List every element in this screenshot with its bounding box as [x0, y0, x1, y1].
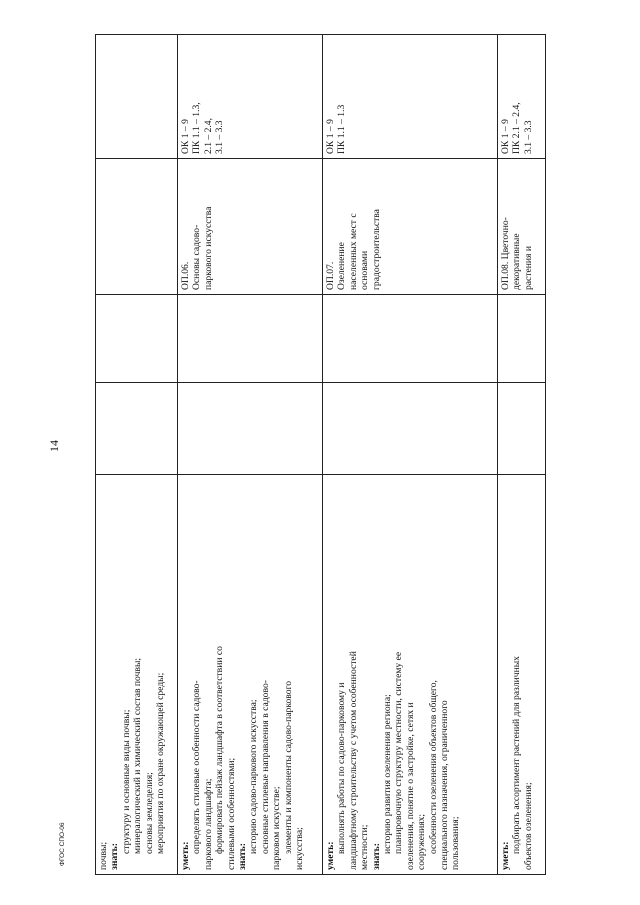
competency-line: 3.1 – 3.3: [214, 120, 226, 154]
discipline-line: ОП.06.: [180, 261, 191, 290]
competency-cell: [323, 35, 498, 159]
competency-cell: [498, 35, 546, 159]
discipline-line: паркового искусства: [202, 206, 214, 290]
discipline-line: ОП.07.: [325, 261, 336, 290]
table-row: [96, 35, 178, 875]
competency-line: ОК 1 – 9: [500, 119, 511, 154]
discipline-line: Основы садово-: [191, 224, 203, 290]
content-line: уметь:: [500, 841, 511, 870]
content-line: элементы и компоненты садово-паркового: [282, 680, 294, 854]
competency-line: 2.1 – 2.4,: [202, 118, 214, 154]
content-line: пользования;: [450, 816, 462, 870]
content-line: ландшафтному строительству с учетом особенностей: [347, 651, 359, 870]
competency-line: ПК 2.1 – 2.4,: [511, 102, 523, 154]
discipline-line: основами: [359, 250, 371, 290]
content-line: почвы;: [98, 841, 109, 870]
content-line: минералогический и химический состав почвы;: [132, 657, 144, 854]
content-line: специального назначения, ограниченного: [439, 700, 451, 870]
hours-cell: [96, 383, 178, 475]
competency-line: ОК 1 – 9: [180, 119, 191, 154]
curriculum-table: [95, 34, 546, 875]
discipline-line: населенных мест с: [347, 213, 359, 290]
content-line: особенности озеленения объектов общего,: [427, 680, 439, 854]
hours-cell: [323, 383, 498, 475]
competency-cell: [96, 35, 178, 159]
content-cell: [498, 475, 546, 875]
content-line: мероприятия по охране окружающей среды;: [155, 672, 167, 854]
credits-cell: [323, 295, 498, 383]
credits-cell: [178, 295, 323, 383]
page-number: 14: [47, 440, 61, 452]
discipline-cell: [178, 159, 323, 295]
hours-cell: [498, 383, 546, 475]
content-line: историю садово-паркового искусства;: [248, 699, 260, 854]
table-row: [323, 35, 498, 875]
content-line: стилевыми особенностями;: [225, 757, 237, 870]
content-line: историю развития озеленения региона;: [382, 694, 394, 854]
content-line: формировать пейзаж ландшафта в соответствии со: [214, 646, 226, 854]
table-row: [178, 35, 323, 875]
content-line: знать:: [370, 843, 382, 870]
competency-cell: [178, 35, 323, 159]
discipline-cell: [498, 159, 546, 295]
content-line: озеленения, понятие о застройке, сетях и: [404, 702, 416, 870]
table-row: [498, 35, 546, 875]
content-line: сооружениях;: [416, 813, 428, 870]
content-line: планировочную структуру местности, систему ее: [393, 651, 405, 854]
content-cell: [323, 475, 498, 875]
competency-line: ПК 1.1 – 1.3: [336, 104, 348, 154]
discipline-line: растения и: [522, 246, 534, 290]
content-line: уметь:: [325, 841, 336, 870]
content-line: паркового ландшафта;: [202, 778, 214, 870]
content-cell: [96, 475, 178, 875]
content-line: искусства;: [294, 827, 306, 870]
content-line: подбирать ассортимент растений для различных: [511, 656, 523, 854]
competency-line: 3.1 – 3.3: [522, 120, 534, 154]
content-line: знать:: [237, 843, 249, 870]
competency-line: ОК 1 – 9: [325, 119, 336, 154]
credits-cell: [96, 295, 178, 383]
content-line: уметь:: [180, 841, 191, 870]
discipline-line: ОП.08. Цветочно-: [500, 217, 511, 290]
content-line: парковом искусстве;: [271, 786, 283, 870]
discipline-cell: [323, 159, 498, 295]
content-line: выполнять работы по садово-парковому и: [336, 682, 348, 854]
content-line: основные стилевые направления в садово-: [259, 680, 271, 854]
content-line: определять стилевые особенности садово-: [191, 680, 203, 854]
content-line: местности;: [359, 824, 371, 870]
discipline-line: декоративные: [511, 233, 523, 290]
discipline-cell: [96, 159, 178, 295]
content-line: структуру и основные виды почвы;: [120, 709, 132, 854]
content-line: объектов озеленения;: [522, 782, 534, 870]
competency-line: ПК 1.1 – 1.3,: [191, 102, 203, 154]
content-cell: [178, 475, 323, 875]
footer-code: ФГОС СПО-06: [59, 822, 66, 866]
discipline-line: градостроительства: [370, 209, 382, 290]
rotated-table-area: [95, 35, 545, 875]
hours-cell: [178, 383, 323, 475]
discipline-line: Озеленение: [336, 242, 348, 290]
content-line: знать:: [109, 843, 121, 870]
content-line: основы земледелия;: [143, 772, 155, 854]
credits-cell: [498, 295, 546, 383]
